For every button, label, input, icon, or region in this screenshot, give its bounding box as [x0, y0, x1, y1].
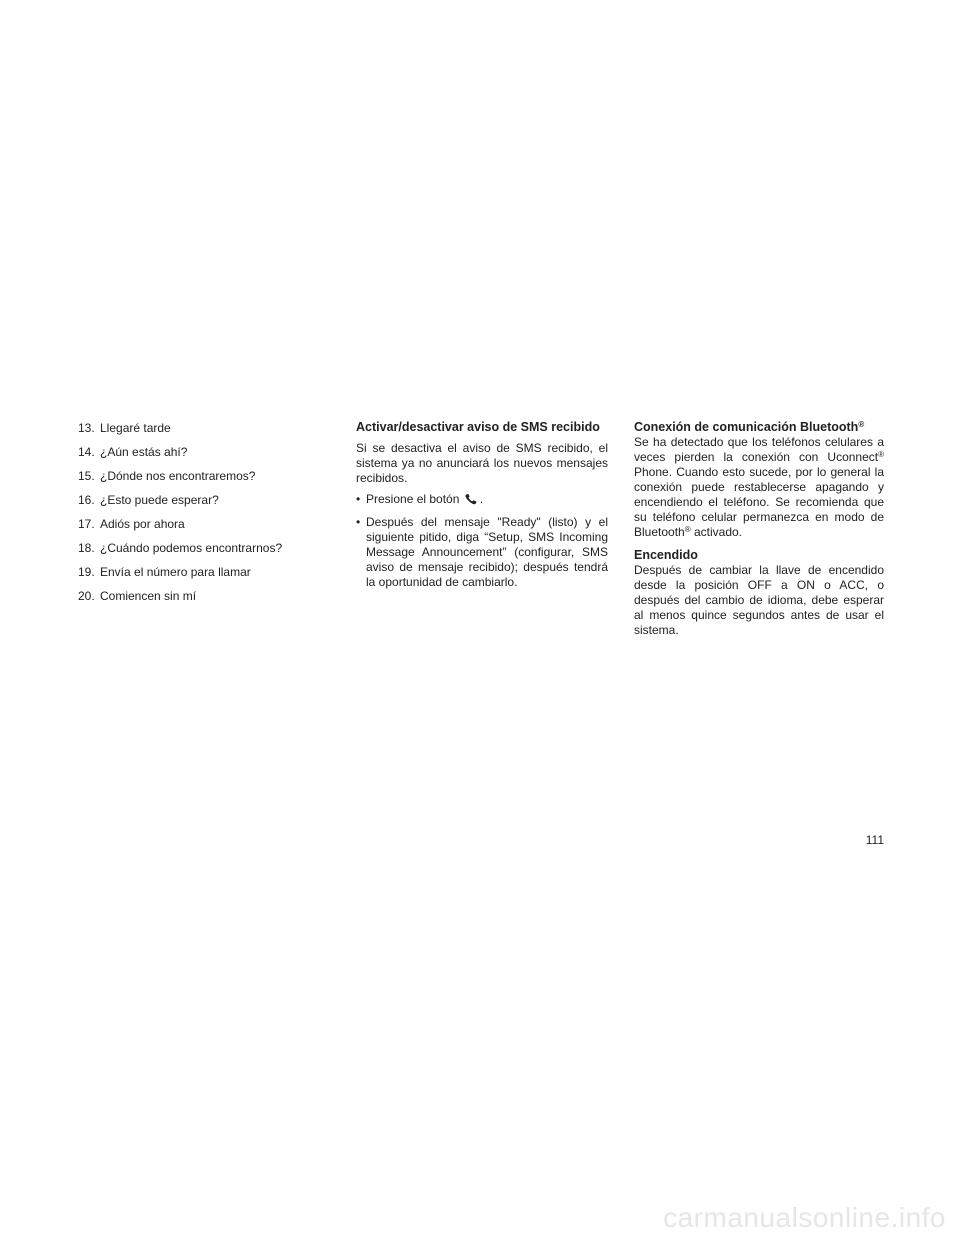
- registered-mark: ®: [878, 450, 884, 459]
- bullet-text: Después del mensaje "Ready" (listo) y el siguiente pitido, diga “Setup, SMS Incoming Message Announcement” (configurar, SMS aviso de mensaje recibido); después tendrá la oportunidad de cambiarlo.: [366, 515, 608, 589]
- list-number: 14.: [78, 445, 95, 459]
- list-item: [78, 492, 328, 508]
- list-item: [78, 564, 328, 580]
- power-block: [634, 548, 884, 638]
- list-text: Comiencen sin mí: [100, 589, 197, 603]
- power-heading: Encendido: [634, 548, 698, 562]
- list-number: 15.: [78, 469, 95, 483]
- list-number: 19.: [78, 565, 95, 579]
- list-text: Envía el número para llamar: [100, 565, 251, 579]
- list-text: ¿Cuándo podemos encontrarnos?: [100, 541, 283, 555]
- list-item: [78, 540, 328, 556]
- bluetooth-heading: [634, 420, 884, 435]
- bluetooth-block: [634, 420, 884, 540]
- phrase-list: [78, 420, 328, 612]
- power-paragraph: Después de cambiar la llave de encendido desde la posición OFF a ON o ACC, o después del cambio de idioma, debe esperar al menos quince segundos antes de usar el sistema.: [634, 563, 884, 637]
- watermark: carmanualsonline.info: [663, 1202, 946, 1233]
- list-text: Llegaré tarde: [100, 421, 171, 435]
- list-text: ¿Aún estás ahí?: [100, 445, 188, 459]
- registered-mark: ®: [684, 525, 691, 534]
- list-number: 13.: [78, 421, 95, 435]
- bullet-dot: •: [356, 492, 361, 506]
- list-number: 17.: [78, 517, 95, 531]
- bullet-item: [356, 515, 608, 590]
- bullet-item: [356, 492, 608, 509]
- bullet-text-end: .: [479, 492, 484, 506]
- bullet-text: Presione el botón: [366, 492, 460, 506]
- registered-mark: ®: [858, 420, 865, 429]
- page-number: 111: [865, 833, 884, 847]
- list-item: [78, 468, 328, 484]
- bullet-dot: •: [356, 515, 361, 529]
- sms-heading: Activar/desactivar aviso de SMS recibido: [356, 420, 600, 434]
- list-number: 20.: [78, 589, 95, 603]
- bluetooth-power-section: [634, 420, 884, 646]
- phone-icon: [465, 494, 478, 509]
- list-number: 18.: [78, 541, 95, 555]
- list-number: 16.: [78, 493, 95, 507]
- list-item: [78, 588, 328, 604]
- list-text: ¿Esto puede esperar?: [100, 493, 219, 507]
- bluetooth-paragraph: [634, 435, 884, 540]
- sms-section: [356, 420, 608, 596]
- bluetooth-text-1: Se ha detectado que los teléfonos celulares a veces pierden la conexión con Uconnect: [634, 435, 884, 464]
- bluetooth-heading-text: Conexión de comunicación Bluetooth: [634, 420, 859, 434]
- list-item: [78, 444, 328, 460]
- list-text: Adiós por ahora: [100, 517, 185, 531]
- list-item: [78, 516, 328, 532]
- list-item: [78, 420, 328, 436]
- bluetooth-text-3: activado.: [693, 525, 742, 539]
- list-text: ¿Dónde nos encontraremos?: [100, 469, 256, 483]
- bluetooth-text-2: Phone. Cuando esto sucede, por lo general la conexión puede restablecerse apagando y encendiendo el teléfono. Se recomienda que su teléfono celular permanezca en modo de Bluetooth: [634, 465, 884, 539]
- sms-intro: Si se desactiva el aviso de SMS recibido, el sistema ya no anunciará los nuevos mensajes recibidos.: [356, 441, 608, 485]
